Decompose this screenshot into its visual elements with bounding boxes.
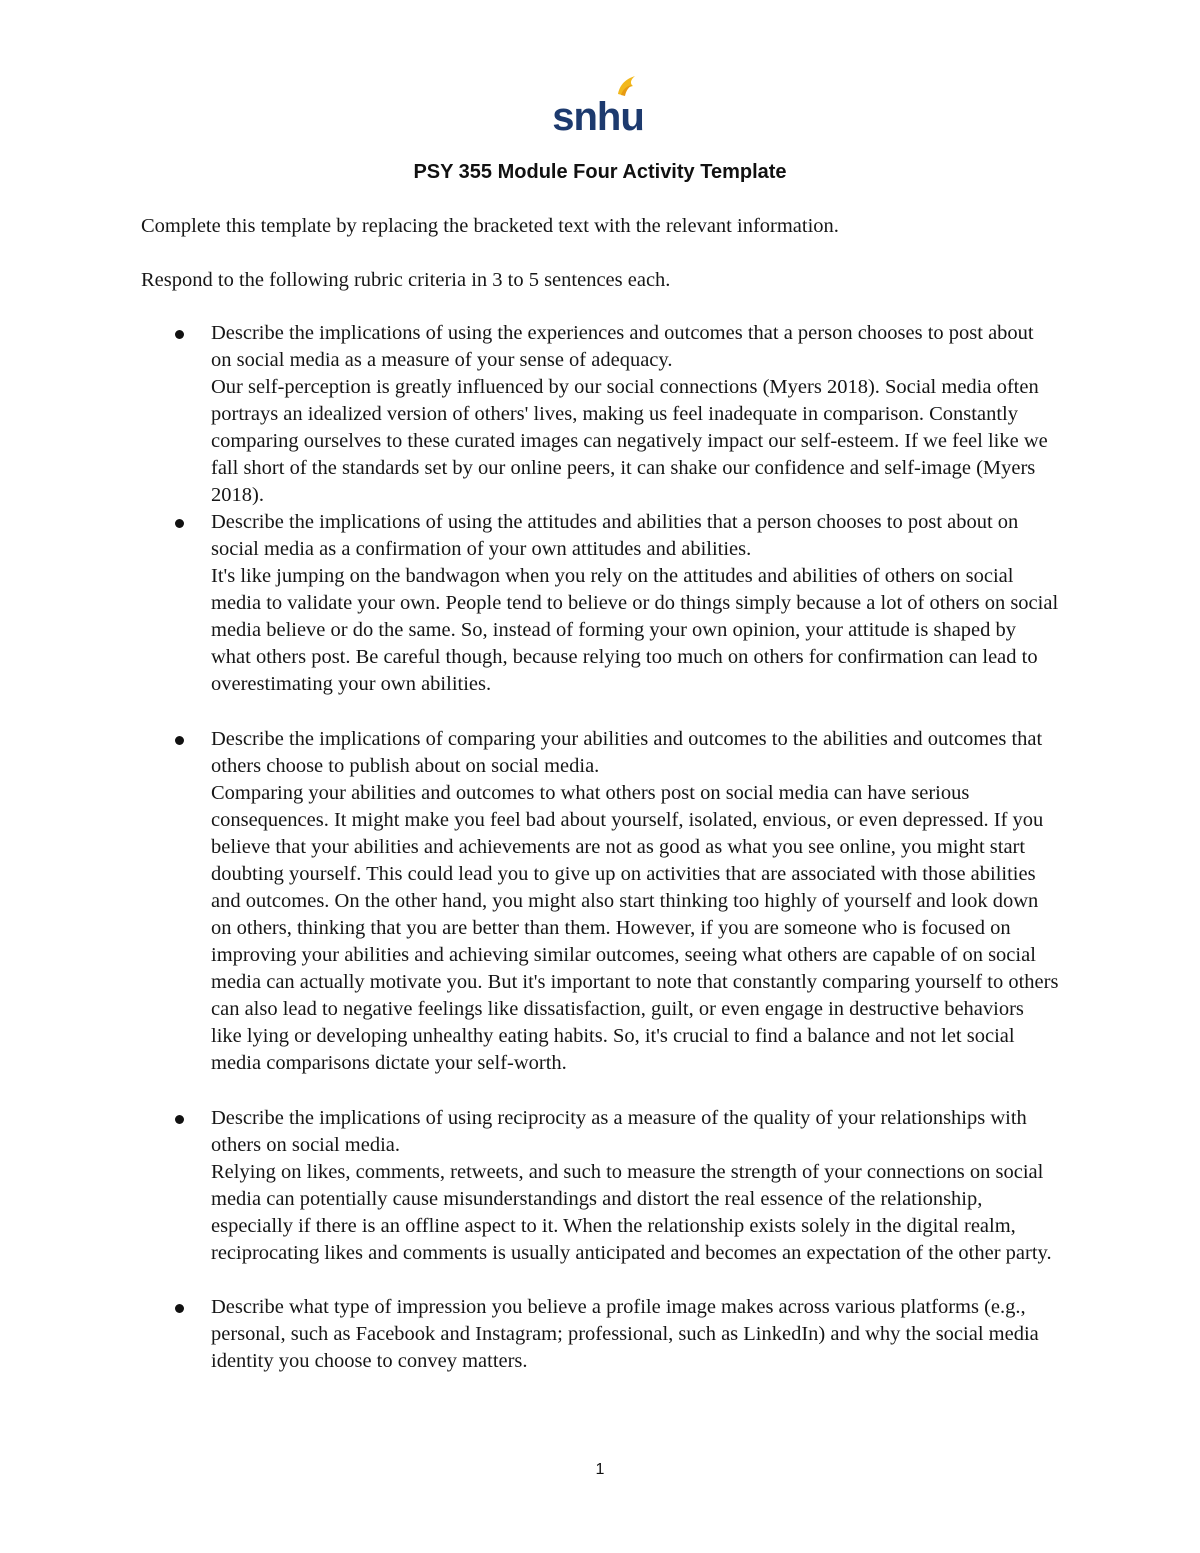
criterion-prompt: Describe the implications of using reciprocity as a measure of the quality of your relationships with others on social media. [211,1107,1027,1156]
criterion-item [211,726,1059,1077]
criterion-prompt: Describe what type of impression you believe a profile image makes across various platforms (e.g., personal, such as Facebook and Instagram; professional, such as LinkedIn) and why the social media identity you choose to convey matters. [211,1296,1039,1372]
criterion-prompt: Describe the implications of using the attitudes and abilities that a person chooses to post about on social media as a confirmation of your own attitudes and abilities. [211,511,1019,560]
bullet-icon [175,1115,184,1124]
page-number: 1 [595,1461,605,1478]
rubric-intro-text: Respond to the following rubric criteria in 3 to 5 sentences each. [141,269,671,291]
criterion-item [211,320,1059,509]
criterion-item [211,1105,1059,1267]
bullet-icon [175,330,184,339]
snhu-logo-graphic [548,70,648,136]
criterion-response: Comparing your abilities and outcomes to what others post on social media can have serious consequences. It might make you feel bad about yourself, isolated, envious, or even depressed. If you believe that your abilities and achievements are not as good as what you see online, you might start doubting yourself. This could lead you to give up on activities that are associated with those abilities and outcomes. On the other hand, you might also start thinking too highly of yourself and look down on others, thinking that you are better than them. However, if you are someone who is focused on improving your abilities and achieving similar outcomes, seeing what others are capable of on social media can actually motivate you. But it's important to note that constantly comparing yourself to others can also lead to negative feelings like dissatisfaction, guilt, or even engage in destructive behaviors like lying or developing unhealthy eating habits. So, it's crucial to find a balance and not let social media comparisons dictate your self-worth. [211,782,1059,1074]
criterion-item [211,509,1059,698]
criterion-response: It's like jumping on the bandwagon when you rely on the attitudes and abilities of others on social media to validate your own. People tend to believe or do things simply because a lot of others on social media believe or do the same. So, instead of forming your own opinion, your attitude is shaped by what others post. Be careful though, because relying too much on others for confirmation can lead to overestimating your own abilities. [211,565,1059,695]
criterion-prompt: Describe the implications of comparing your abilities and outcomes to the abilities and outcomes that others choose to publish about on social media. [211,728,1043,777]
criterion-item [211,1294,1059,1375]
criterion-response: Our self-perception is greatly influenced by our social connections (Myers 2018). Social media often portrays an idealized version of others' lives, making us feel inadequate in comparison. Constantly comparing ourselves to these curated images can negatively impact our self-esteem. If we feel like we fall short of the standards set by our online peers, it can shake our confidence and self-image (Myers 2018). [211,376,1048,506]
criterion-prompt: Describe the implications of using the experiences and outcomes that a person chooses to post about on social media as a measure of your sense of adequacy. [211,322,1034,371]
bullet-icon [175,736,184,745]
document-title: PSY 355 Module Four Activity Template [413,161,787,183]
bullet-icon [175,519,184,528]
criterion-response: Relying on likes, comments, retweets, and such to measure the strength of your connections on social media can potentially cause misunderstandings and distort the real essence of the relationship, especially if there is an offline aspect to it. When the relationship exists solely in the digital realm, reciprocating likes and comments is usually anticipated and becomes an expectation of the other party. [211,1161,1052,1264]
instructions-text: Complete this template by replacing the bracketed text with the relevant information. [141,215,839,237]
bullet-icon [175,1304,184,1313]
snhu-logo [548,70,648,136]
snhu-wordmark: snhu [552,95,644,136]
flame-icon [618,76,635,95]
